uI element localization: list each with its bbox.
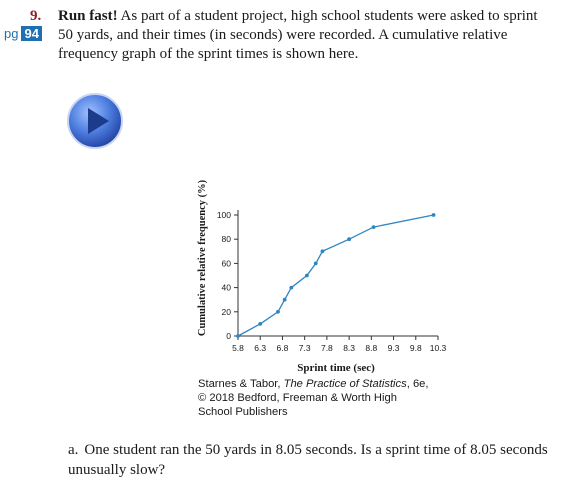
question-a-line1 [68,440,548,460]
y-axis-title-group [197,179,208,336]
y-tick-label: 100 [216,210,231,220]
data-point [289,286,293,290]
data-point [432,213,436,217]
page-reference[interactable] [4,26,42,41]
problem-text-1: As part of a student project, high school students were asked to sprint [120,8,538,24]
image-credit [198,377,429,419]
credit-authors: Starnes & Tabor, [198,378,281,390]
cumulative-frequency-line [238,215,434,336]
plot-area [217,210,447,353]
data-point [258,322,262,326]
data-point [314,262,318,266]
data-point [283,298,287,302]
page-ref-number: 94 [21,26,41,41]
y-tick-label: 60 [221,258,231,269]
x-tick-label: 10.3 [429,343,447,353]
x-tick-label: 8.3 [343,343,356,353]
question-a [68,440,548,480]
cumulative-frequency-chart [196,178,456,374]
question-a-line2: unusually slow? [68,462,166,478]
data-point [372,225,376,229]
x-tick-label: 6.8 [276,343,289,353]
credit-line2: © 2018 Bedford, Freeman & Worth High [198,392,397,404]
x-tick-label: 6.3 [254,343,267,353]
credit-edition: , 6e, [406,378,429,390]
page-ref-label: pg [4,26,19,41]
y-tick-label: 0 [226,331,231,341]
x-axis-title: Sprint time (sec) [297,362,375,374]
data-point [305,274,309,278]
data-point [236,334,240,338]
play-video-button[interactable] [66,92,124,150]
problem-title: Run fast! [58,8,118,24]
data-point [321,249,325,253]
x-tick-label: 7.8 [320,343,333,353]
x-tick-label: 9.8 [409,343,422,353]
problem-text-line1 [58,8,538,25]
y-tick-label: 80 [221,234,231,245]
problem-text-line2: 50 yards, and their times (in seconds) were recorded. A cumulative relative [58,27,508,43]
y-tick-label: 40 [221,282,231,293]
problem-text-line3: frequency graph of the sprint times is shown here. [58,46,359,62]
problem-number: 9. [30,8,42,24]
credit-line1 [198,377,429,391]
data-point [347,237,351,241]
x-tick-label: 7.3 [298,343,311,353]
y-tick-label: 20 [221,306,231,317]
y-axis-title: Cumulative relative frequency (%) [197,179,208,337]
data-point [276,310,280,314]
x-tick-label: 9.3 [387,343,400,353]
question-a-text-1: One student ran the 50 yards in 8.05 seconds. Is a sprint time of 8.05 seconds [84,442,548,458]
x-tick-label: 5.8 [232,343,244,353]
question-a-letter: a. [68,442,79,458]
credit-book-title: The Practice of Statistics [283,378,407,390]
x-tick-label: 8.8 [365,343,378,353]
credit-line3: School Publishers [198,406,288,418]
